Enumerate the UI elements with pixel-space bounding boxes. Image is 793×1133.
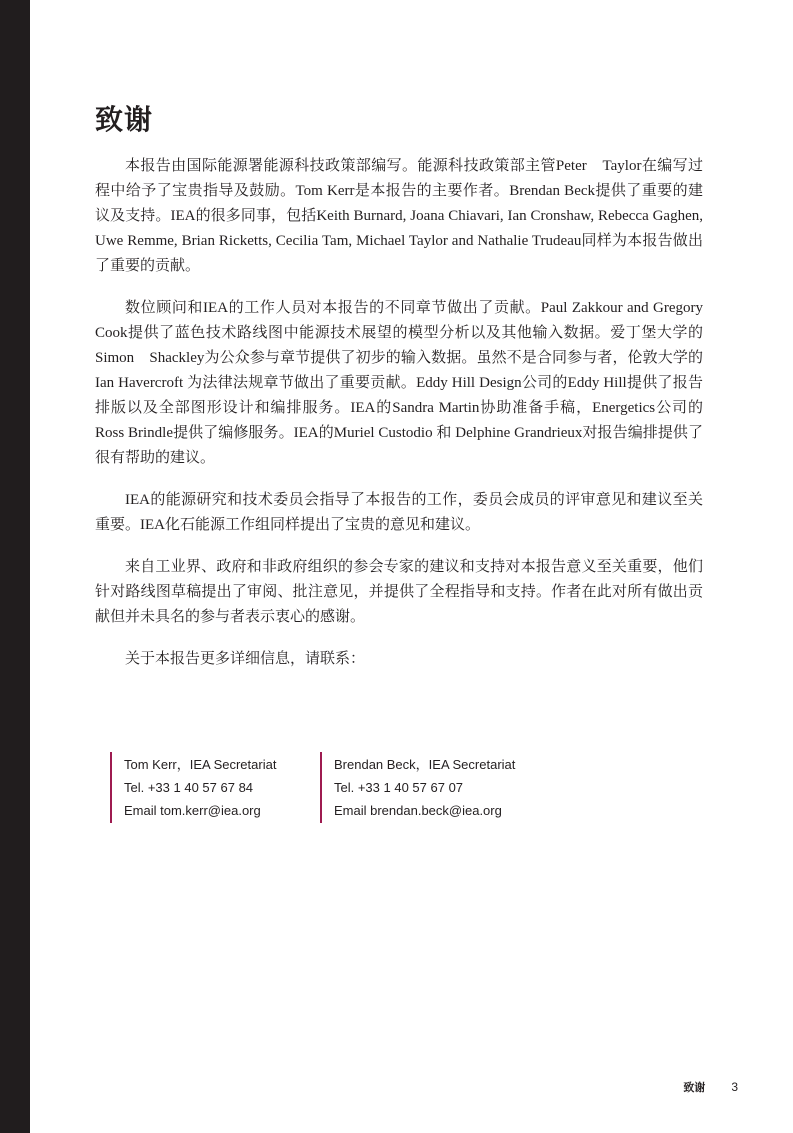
contact-name: Brendan Beck，IEA Secretariat [334,757,516,772]
paragraph: 本报告由国际能源署能源科技政策部编写。能源科技政策部主管Peter Taylor在编写过程中给予了宝贵指导及鼓励。Tom Kerr是本报告的主要作者。Brendan Beck提供了重要的建议及支持。IEA的很多同事，包括Keith Burnard, Joana Chiavari, Ian Cronshaw, Rebecca Gaghen, Uwe Remme, Brian Ricketts, Cecilia Tam, Michael Taylor and Nathalie Trudeau同样为本报告做出了重要的贡献。 [95,158,703,274]
contact-tel: Tel. +33 1 40 57 67 07 [334,780,464,795]
paragraph: IEA的能源研究和技术委员会指导了本报告的工作，委员会成员的评审意见和建议至关重要。IEA化石能源工作组同样提出了宝贵的意见和建议。 [95,492,703,533]
contact-intro: 关于本报告更多详细信息，请联系： [125,651,366,667]
page-footer [683,1079,738,1095]
left-margin-band [0,0,30,1133]
page-content [95,98,703,823]
contact-block [110,752,703,823]
contact-lines [124,752,276,823]
contact-name: Tom Kerr，IEA Secretariat [124,757,277,772]
contact-email: Email tom.kerr@iea.org [124,803,261,818]
page-title: 致谢 [95,105,154,136]
footer-section-label: 致谢 [683,1082,706,1094]
contact-card [320,752,530,823]
contact-divider [320,752,322,823]
contact-lines [334,752,515,823]
contact-tel: Tel. +33 1 40 57 67 84 [124,780,254,795]
footer-page-number: 3 [731,1080,738,1094]
paragraph: 数位顾问和IEA的工作人员对本报告的不同章节做出了贡献。Paul Zakkour and Gregory Cook提供了蓝色技术路线图中能源技术展望的模型分析以及其他输入数据。爱丁堡大学的Simon Shackley为公众参与章节提供了初步的输入数据。虽然不是合同参与者，伦敦大学的Ian Havercroft 为法律法规章节做出了重要贡献。Eddy Hill Design公司的Eddy Hill提供了报告排版以及全部图形设计和编排服务。IEA的Sandra Martin协助准备手稿，Energetics公司的Ross Brindle提供了编修服务。IEA的Muriel Custodio 和 Delphine Grandrieux对报告编排提供了很有帮助的建议。 [95,300,703,466]
contact-card [110,752,320,823]
contact-email: Email brendan.beck@iea.org [334,803,502,818]
contact-divider [110,752,112,823]
paragraph: 来自工业界、政府和非政府组织的参会专家的建议和支持对本报告意义至关重要，他们针对路线图草稿提出了审阅、批注意见，并提供了全程指导和支持。作者在此对所有做出贡献但并未具名的参与者表示衷心的感谢。 [95,559,703,625]
